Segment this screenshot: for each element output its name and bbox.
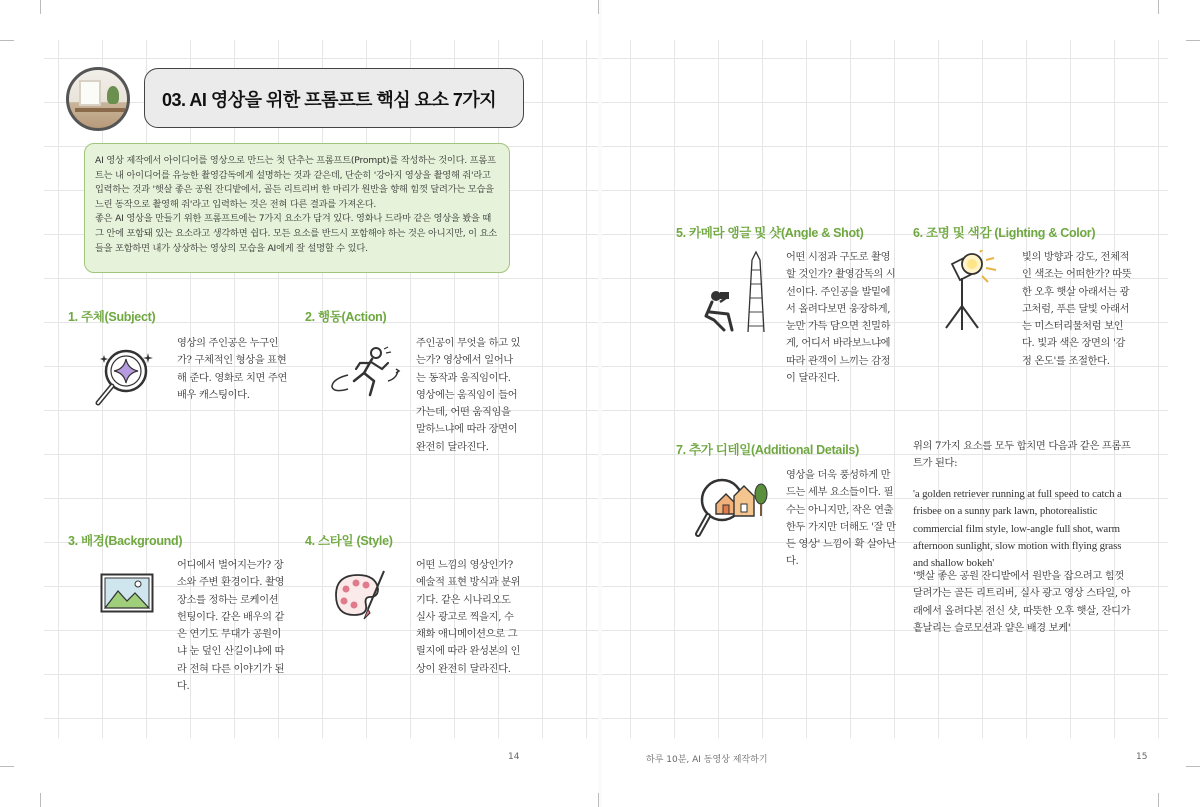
intro-paragraph-2: 좋은 AI 영상을 만들기 위한 프롬프트에는 7가지 요소가 담겨 있다. 영화나 드라마 같은 영상을 봤을 때 그 안에 포함돼 있는 요소라고 생각하면 쉽다. 모든 요소를 반드시 포함해야 하는 것은 아니지만, 이 요소들을 포함하면 내가 상상하는 영상의 모습을 AI에게 잘 설명할 수 있다. [95, 213, 497, 254]
section-3-body: 어디에서 벌어지는가? 장소와 주변 환경이다. 촬영 장소를 정하는 로케이션 헌팅이다. 같은 배우의 같은 연기도 무대가 공원이냐 눈 덮인 산길이냐에 따라 전혀 다른 이야기가 된다. [177, 560, 285, 693]
section-4-title: 4. 스타일 (Style) [305, 534, 393, 548]
section-2-title: 2. 행동(Action) [305, 310, 387, 324]
summary-lead: 위의 7가지 요소를 모두 합치면 다음과 같은 프롬프트가 된다: [913, 441, 1131, 470]
studio-light-icon [936, 250, 1000, 332]
section-1-title: 1. 주체(Subject) [68, 310, 156, 324]
section-7-title: 7. 추가 디테일(Additional Details) [676, 443, 859, 457]
intro-paragraph-1: AI 영상 제작에서 아이디어를 영상으로 만드는 첫 단추는 프롬프트(Prompt)를 작성하는 것이다. 프롬프트는 내 아이디어를 유능한 촬영감독에게 설명하는 것과 같은데, 단순히 '강아지 영상을 촬영해 줘'라고 입력하는 것과 '햇살 좋은 공원 잔디밭에서, 골든 리트리버 한 마리가 원반을 향해 힘껏 달려가는 모습을 느린 동작으로 촬영해 줘'라고 입력하는 것은 전혀 다른 결과를 가져온다. [95, 155, 496, 210]
right-page-number: 15 [1136, 752, 1148, 762]
page-gutter [598, 0, 602, 807]
section-3-title: 3. 배경(Background) [68, 534, 183, 548]
landscape-picture-icon [100, 573, 154, 613]
chapter-title: 03. AI 영상을 위한 프롬프트 핵심 요소 7가지 [162, 90, 497, 110]
intro-box [84, 143, 510, 273]
paint-palette-icon [330, 567, 390, 625]
section-1-body: 영상의 주인공은 누구인가? 구체적인 형상을 표현해 준다. 영화로 치면 주연 배우 캐스팅이다. [177, 338, 288, 401]
example-prompt-english: 'a golden retriever running at full speed to catch a frisbee on a sunny park lawn, photorealistic commercial film style, low-angle full shot, warm afternoon sunlight, slow motion with flying grass and shallow bokeh' [913, 488, 1122, 570]
section-7-body: 영상을 더욱 풍성하게 만드는 세부 요소들이다. 필수는 아니지만, 작은 연출 한두 가지만 더해도 '잘 만든 영상' 느낌이 확 살아난다. [786, 470, 896, 568]
section-2-body: 주인공이 무엇을 하고 있는가? 영상에서 일어나는 동작과 움직임이다. 영상에는 움직임이 들어가는데, 어떤 움직임을 말하느냐에 따라 장면이 완전히 달라진다. [416, 338, 521, 453]
magnifier-sparkle-icon [90, 345, 156, 411]
photographer-icon [700, 250, 776, 336]
left-page-number: 14 [508, 752, 520, 762]
magnifier-house-icon [694, 474, 770, 540]
section-4-body: 어떤 느낌의 영상인가? 예술적 표현 방식과 분위기다. 같은 시나리오도 실사 광고로 찍을지, 수채화 애니메이션으로 그릴지에 따라 완성본의 인상이 완전히 달라진다. [416, 560, 521, 675]
example-prompt-korean: '햇살 좋은 공원 잔디밭에서 원반을 잡으려고 힘껏 달려가는 골든 리트리버, 실사 광고 영상 스타일, 아래에서 올려다본 전신 샷, 따뜻한 오후 햇살, 잔디가 흩날리는 슬로모션과 얕은 배경 보케' [913, 571, 1131, 634]
section-6-body: 빛의 방향과 강도, 전체적인 색조는 어떠한가? 따뜻한 오후 햇살 아래서는 광고처럼, 푸른 달빛 아래서는 미스터리물처럼 보인다. 빛과 색은 장면의 '감정 온도'를 조절한다. [1022, 252, 1132, 367]
chapter-photo-thumbnail [66, 67, 130, 131]
section-6-title: 6. 조명 및 색감 (Lighting & Color) [913, 226, 1096, 240]
running-person-icon [326, 345, 402, 401]
section-5-title: 5. 카메라 앵글 및 샷(Angle & Shot) [676, 226, 864, 240]
section-5-body: 어떤 시점과 구도로 촬영할 것인가? 촬영감독의 시선이다. 주인공을 발밑에서 올려다보면 웅장하게, 눈만 가득 담으면 친밀하게, 어디서 바라보느냐에 따라 관객이 느끼는 감정이 달라진다. [786, 252, 896, 385]
running-title: 하루 10분, AI 동영상 제작하기 [646, 755, 768, 765]
